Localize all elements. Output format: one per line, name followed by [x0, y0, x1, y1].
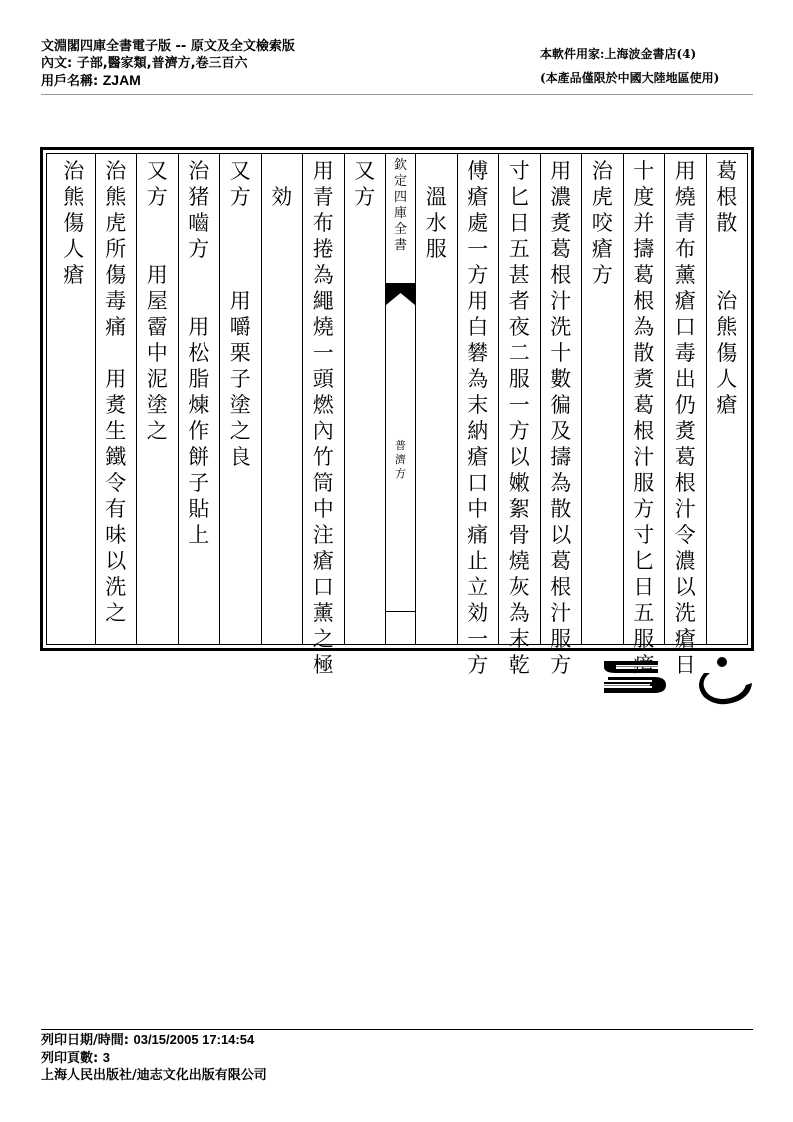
column-char: 中: [146, 341, 168, 365]
column-char: 汁: [674, 497, 696, 521]
column-char: 以: [550, 523, 572, 547]
text-column: [261, 154, 303, 644]
column-char: 方: [146, 185, 168, 209]
column-char: 用: [312, 159, 334, 183]
column-char: 葛: [633, 263, 655, 287]
print-pages-value: 3: [102, 1050, 110, 1065]
books-stack-logo: [596, 655, 756, 713]
column-char: 用: [188, 315, 210, 339]
column-char: 根: [674, 471, 696, 495]
publisher-logo: [596, 655, 756, 713]
column-char: 所: [105, 237, 127, 261]
column-char: 嚙: [188, 211, 210, 235]
column-char: 仍: [674, 393, 696, 417]
book-title-char: 定: [393, 174, 407, 189]
column-char: 日: [674, 653, 696, 677]
column-char: 日: [633, 575, 655, 599]
column-char: 方: [467, 263, 489, 287]
column-char: 治: [63, 159, 85, 183]
column-char: 竹: [312, 445, 334, 469]
column-char: 擣: [550, 445, 572, 469]
column-char: 寸: [633, 523, 655, 547]
column-char: 捲: [312, 237, 334, 261]
column-char: 白: [467, 315, 489, 339]
column-char: 瘡: [312, 549, 334, 573]
column-char: 子: [229, 367, 251, 391]
print-pages: [41, 1049, 267, 1067]
column-char: 葛: [550, 549, 572, 573]
column-char: 為: [312, 263, 334, 287]
column-char: 餅: [188, 445, 210, 469]
licensee-label: 本軟件用家:: [540, 47, 605, 61]
column-char: 燃: [312, 393, 334, 417]
column-char: 燒: [508, 549, 530, 573]
book-title-char: 欽: [393, 158, 407, 173]
column-char: 有: [105, 497, 127, 521]
column-char: 松: [188, 341, 210, 365]
column-char: 令: [674, 523, 696, 547]
column-char: 葛: [633, 393, 655, 417]
text-column: [95, 154, 137, 644]
column-char: 瘡: [716, 393, 738, 417]
column-char: 味: [105, 523, 127, 547]
column-char: 日: [508, 211, 530, 235]
column-char: 五: [508, 237, 530, 261]
region-note: (本產品僅限於中國大陸地區使用): [540, 71, 720, 85]
column-char: 以: [674, 575, 696, 599]
column-char: 洗: [105, 575, 127, 599]
column-char: 方: [188, 237, 210, 261]
publisher: 上海人民出版社/迪志文化出版有限公司: [41, 1068, 267, 1083]
column-char: 青: [312, 185, 334, 209]
column-char: 熊: [105, 185, 127, 209]
column-char: 又: [146, 159, 168, 183]
column-char: 中: [312, 497, 334, 521]
column-char: 方: [550, 653, 572, 677]
column-char: 匕: [633, 549, 655, 573]
column-char: 筒: [312, 471, 334, 495]
section-title-char: 普: [395, 439, 406, 452]
print-datetime-value: 03/15/2005 17:14:54: [133, 1032, 255, 1047]
user-value: ZJAM: [102, 72, 141, 88]
column-char: 服: [633, 471, 655, 495]
header-divider: [41, 94, 753, 95]
column-char: 礬: [467, 341, 489, 365]
section-title-char: 方: [395, 467, 406, 480]
header-left: [41, 38, 295, 90]
licensee: [540, 42, 719, 66]
column-char: 十: [550, 341, 572, 365]
text-column: [664, 154, 706, 677]
column-char: 葛: [674, 445, 696, 469]
column-char: 又: [354, 159, 376, 183]
content-path: [41, 55, 295, 72]
column-char: 及: [550, 419, 572, 443]
column-char: 煉: [188, 393, 210, 417]
text-column: [302, 154, 344, 677]
column-char: 嚼: [229, 315, 251, 339]
column-char: 為: [550, 471, 572, 495]
column-char: 薰: [312, 601, 334, 625]
column-char: 痛: [105, 315, 127, 339]
column-char: 咬: [591, 211, 613, 235]
column-char: 瘡: [674, 627, 696, 651]
column-char: 瘡: [467, 185, 489, 209]
column-char: 用: [105, 367, 127, 391]
column-char: 脂: [188, 367, 210, 391]
print-pages-label: 列印頁數:: [41, 1051, 99, 1066]
column-char: 徧: [550, 393, 572, 417]
column-char: 煑: [633, 367, 655, 391]
column-char: 屋: [146, 289, 168, 313]
column-char: 傷: [63, 211, 85, 235]
column-char: 又: [229, 159, 251, 183]
column-char: 極: [312, 653, 334, 677]
column-char: 治: [188, 159, 210, 183]
header-right: [540, 42, 719, 90]
column-char: 根: [716, 185, 738, 209]
column-char: 良: [229, 445, 251, 469]
column-char: 者: [508, 289, 530, 313]
column-char: 散: [716, 211, 738, 235]
content-label: 內文:: [41, 56, 73, 71]
column-char: 令: [105, 471, 127, 495]
column-char: 為: [633, 315, 655, 339]
content-value: 子部,醫家類,普濟方,卷三百六: [76, 56, 248, 71]
column-char: 之: [146, 419, 168, 443]
column-char: 夜: [508, 315, 530, 339]
text-column: [136, 154, 178, 644]
column-char: 汁: [633, 445, 655, 469]
column-char: 作: [188, 419, 210, 443]
column-char: 之: [105, 601, 127, 625]
column-char: 立: [467, 575, 489, 599]
column-char: 瘡: [63, 263, 85, 287]
column-char: 納: [467, 419, 489, 443]
column-char: 一: [312, 341, 334, 365]
book-title-char: 庫: [393, 206, 407, 221]
column-char: 溫: [425, 185, 447, 209]
column-char: 虎: [105, 211, 127, 235]
column-char: 數: [550, 367, 572, 391]
column-char: 青: [674, 211, 696, 235]
column-char: 骨: [508, 523, 530, 547]
column-char: 塗: [229, 393, 251, 417]
column-char: 擣: [633, 237, 655, 261]
column-char: 濃: [550, 185, 572, 209]
text-column: [219, 154, 261, 644]
text-column: [344, 154, 386, 644]
text-column: [415, 154, 457, 644]
column-char: 塗: [146, 393, 168, 417]
column-char: 一: [467, 627, 489, 651]
band-rule: [386, 611, 415, 612]
column-char: 一: [467, 237, 489, 261]
center-fold-band: [385, 154, 415, 644]
column-char: 匕: [508, 185, 530, 209]
column-char: 治: [716, 289, 738, 313]
column-char: 傷: [105, 263, 127, 287]
text-column: [540, 154, 582, 677]
column-char: 五: [633, 601, 655, 625]
column-char: 布: [674, 237, 696, 261]
column-char: 上: [188, 523, 210, 547]
column-char: 葛: [550, 237, 572, 261]
column-char: 處: [467, 211, 489, 235]
book-title-char: 書: [393, 238, 407, 253]
column-char: 洗: [550, 315, 572, 339]
column-char: 葛: [716, 159, 738, 183]
column-char: 泥: [146, 367, 168, 391]
section-title-vertical: [386, 439, 415, 481]
column-char: 之: [229, 419, 251, 443]
column-char: 痛: [467, 523, 489, 547]
footer: [41, 1031, 267, 1084]
column-char: 傷: [716, 341, 738, 365]
column-char: 以: [105, 549, 127, 573]
page-frame-inner: [46, 153, 748, 677]
column-char: 為: [467, 367, 489, 391]
column-char: 口: [674, 315, 696, 339]
column-char: 散: [633, 341, 655, 365]
app-title: 文淵閣四庫全書電子版 -- 原文及全文檢索版: [41, 39, 295, 54]
text-column: [498, 154, 540, 677]
column-char: 傅: [467, 159, 489, 183]
column-char: 方: [508, 419, 530, 443]
column-char: 汁: [550, 289, 572, 313]
column-char: 方: [467, 653, 489, 677]
column-char: 頭: [312, 367, 334, 391]
column-char: 用: [467, 289, 489, 313]
column-char: 煑: [105, 393, 127, 417]
column-char: 之: [312, 627, 334, 651]
column-char: 根: [633, 419, 655, 443]
column-char: 寸: [508, 159, 530, 183]
column-char: 十: [633, 159, 655, 183]
column-char: 末: [508, 627, 530, 651]
column-char: 散: [550, 497, 572, 521]
text-column: [457, 154, 499, 677]
text-column: [623, 154, 665, 651]
text-column: [581, 154, 623, 644]
column-char: 生: [105, 419, 127, 443]
column-char: 布: [312, 211, 334, 235]
column-char: 并: [633, 211, 655, 235]
column-char: 燒: [312, 315, 334, 339]
column-char: 瘡: [591, 237, 613, 261]
column-char: 煑: [550, 211, 572, 235]
column-char: 濃: [674, 549, 696, 573]
column-char: 繩: [312, 289, 334, 313]
column-char: 內: [312, 419, 334, 443]
book-title-char: 全: [393, 222, 407, 237]
text-column: [706, 154, 748, 644]
column-char: 猪: [188, 185, 210, 209]
column-char: 毒: [105, 289, 127, 313]
column-char: 根: [550, 575, 572, 599]
column-char: 薰: [674, 263, 696, 287]
print-datetime-label: 列印日期/時間:: [41, 1033, 129, 1048]
page-frame: [40, 147, 754, 677]
licensee-value: 上海波金書店(4): [604, 47, 697, 61]
text-column: [53, 154, 95, 644]
column-char: 止: [467, 549, 489, 573]
column-char: 服: [508, 367, 530, 391]
column-char: 度: [633, 185, 655, 209]
column-char: 瘡: [674, 289, 696, 313]
book-title-char: 四: [393, 190, 407, 205]
column-char: 用: [550, 159, 572, 183]
column-char: 汁: [550, 601, 572, 625]
column-char: 方: [354, 185, 376, 209]
column-char: 虎: [591, 185, 613, 209]
column-char: 用: [674, 159, 696, 183]
column-char: 方: [633, 497, 655, 521]
column-char: 人: [63, 237, 85, 261]
column-char: 絮: [508, 497, 530, 521]
column-char: 服: [425, 237, 447, 261]
column-char: 注: [312, 523, 334, 547]
column-char: 中: [467, 497, 489, 521]
column-char: 治: [591, 159, 613, 183]
column-char: 為: [508, 601, 530, 625]
column-char: 服: [633, 627, 655, 651]
fish-tail-mark-icon: [386, 283, 415, 305]
column-char: 嫩: [508, 471, 530, 495]
column-char: 毒: [674, 341, 696, 365]
column-char: 方: [591, 263, 613, 287]
column-char: 洗: [674, 601, 696, 625]
column-char: 方: [229, 185, 251, 209]
column-char: 灰: [508, 575, 530, 599]
column-char: 出: [674, 367, 696, 391]
book-title-vertical: [386, 158, 415, 254]
column-char: 鐵: [105, 445, 127, 469]
text-columns: [47, 154, 747, 677]
column-char: 人: [716, 367, 738, 391]
column-char: 効: [271, 185, 293, 209]
column-char: 煑: [674, 419, 696, 443]
column-char: 用: [229, 289, 251, 313]
column-char: 効: [467, 601, 489, 625]
column-char: 口: [467, 471, 489, 495]
user-name: [41, 72, 295, 90]
column-char: 栗: [229, 341, 251, 365]
column-char: 用: [146, 263, 168, 287]
column-char: 霤: [146, 315, 168, 339]
column-char: 根: [633, 289, 655, 313]
column-char: 熊: [63, 185, 85, 209]
column-char: 治: [105, 159, 127, 183]
column-char: 熊: [716, 315, 738, 339]
column-char: 服: [550, 627, 572, 651]
column-char: 瘡: [467, 445, 489, 469]
column-char: 甚: [508, 263, 530, 287]
section-title-char: 濟: [395, 453, 406, 466]
column-char: 口: [312, 575, 334, 599]
column-char: 一: [508, 393, 530, 417]
column-char: 燒: [674, 185, 696, 209]
column-char: 貼: [188, 497, 210, 521]
print-datetime: [41, 1031, 267, 1049]
footer-divider: [41, 1029, 753, 1030]
column-char: 末: [467, 393, 489, 417]
column-char: 以: [508, 445, 530, 469]
column-char: 二: [508, 341, 530, 365]
text-column: [178, 154, 220, 644]
column-char: 根: [550, 263, 572, 287]
column-char: 乾: [508, 653, 530, 677]
column-char: 水: [425, 211, 447, 235]
column-char: 子: [188, 471, 210, 495]
user-label: 用戶名稱:: [41, 74, 99, 89]
